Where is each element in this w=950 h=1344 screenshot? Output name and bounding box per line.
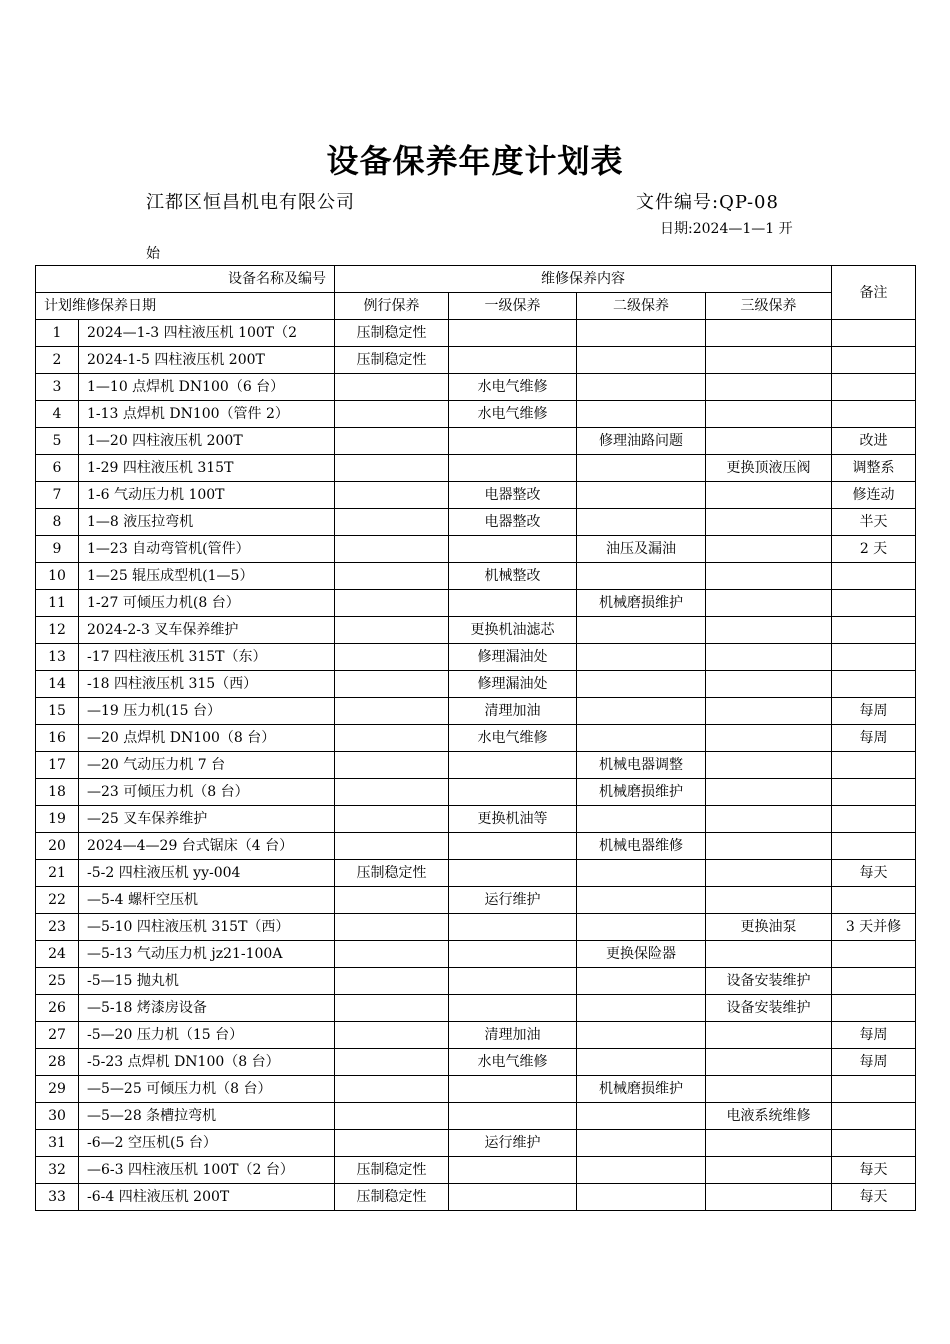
table-row [36, 806, 916, 833]
equipment-name-cell: 1—10 点焊机 DN100（6 台） [79, 374, 335, 401]
level1-maintenance-cell [449, 428, 577, 455]
level2-maintenance-cell [577, 347, 706, 374]
equipment-name-cell: 1-6 气动压力机 100T [79, 482, 335, 509]
routine-maintenance-cell [335, 833, 449, 860]
level2-maintenance-cell [577, 1184, 706, 1211]
level2-maintenance-cell [577, 455, 706, 482]
level2-maintenance-cell [577, 644, 706, 671]
plan-date-header: 计划维修保养日期 [36, 293, 335, 320]
row-number-cell: 17 [36, 752, 79, 779]
table-row [36, 833, 916, 860]
table-row [36, 563, 916, 590]
row-number-cell: 32 [36, 1157, 79, 1184]
level2-maintenance-cell [577, 968, 706, 995]
table-row [36, 374, 916, 401]
level3-maintenance-cell [706, 1157, 832, 1184]
level2-maintenance-cell: 机械磨损维护 [577, 590, 706, 617]
level3-maintenance-cell [706, 320, 832, 347]
routine-maintenance-cell [335, 671, 449, 698]
table-row [36, 1130, 916, 1157]
level2-maintenance-cell: 机械电器维修 [577, 833, 706, 860]
equipment-name-cell: -5—15 抛丸机 [79, 968, 335, 995]
level1-maintenance-cell [449, 1076, 577, 1103]
remark-cell [832, 617, 916, 644]
level1-maintenance-cell [449, 455, 577, 482]
equipment-name-cell: —19 压力机(15 台） [79, 698, 335, 725]
table-row [36, 671, 916, 698]
remark-cell [832, 1130, 916, 1157]
level2-maintenance-cell [577, 563, 706, 590]
equipment-name-cell: -17 四柱液压机 315T（东） [79, 644, 335, 671]
level2-maintenance-cell [577, 617, 706, 644]
level3-maintenance-cell [706, 941, 832, 968]
table-row [36, 1076, 916, 1103]
remark-cell [832, 779, 916, 806]
remark-header: 备注 [832, 266, 916, 320]
level3-maintenance-cell [706, 671, 832, 698]
remark-cell [832, 401, 916, 428]
table-row [36, 347, 916, 374]
level1-maintenance-cell: 修理漏油处 [449, 644, 577, 671]
level1-maintenance-cell [449, 941, 577, 968]
routine-maintenance-cell [335, 455, 449, 482]
level1-maintenance-cell [449, 1184, 577, 1211]
table-row [36, 428, 916, 455]
level2-maintenance-cell [577, 1103, 706, 1130]
level3-maintenance-cell [706, 617, 832, 644]
remark-cell [832, 833, 916, 860]
routine-maintenance-cell [335, 428, 449, 455]
routine-maintenance-cell [335, 563, 449, 590]
table-row [36, 860, 916, 887]
level1-maintenance-cell: 运行维护 [449, 1130, 577, 1157]
level2-maintenance-cell [577, 509, 706, 536]
table-row [36, 401, 916, 428]
remark-cell [832, 968, 916, 995]
level3-maintenance-cell: 电液系统维修 [706, 1103, 832, 1130]
equipment-name-cell: —20 气动压力机 7 台 [79, 752, 335, 779]
equipment-name-cell: —5-18 烤漆房设备 [79, 995, 335, 1022]
remark-cell [832, 671, 916, 698]
equipment-name-cell: —20 点焊机 DN100（8 台） [79, 725, 335, 752]
level2-maintenance-cell: 修理油路问题 [577, 428, 706, 455]
level2-maintenance-cell [577, 1022, 706, 1049]
table-row [36, 725, 916, 752]
row-number-cell: 21 [36, 860, 79, 887]
remark-cell [832, 1076, 916, 1103]
equipment-name-cell: —5-10 四柱液压机 315T（西） [79, 914, 335, 941]
level1-maintenance-cell [449, 590, 577, 617]
level3-maintenance-cell: 设备安装维护 [706, 968, 832, 995]
row-number-cell: 18 [36, 779, 79, 806]
level2-maintenance-cell [577, 320, 706, 347]
equipment-name-cell: 2024—4—29 台式锯床（4 台） [79, 833, 335, 860]
level2-header: 二级保养 [577, 293, 706, 320]
equipment-name-cell: —25 叉车保养维护 [79, 806, 335, 833]
level2-maintenance-cell [577, 374, 706, 401]
maintenance-content-header: 维修保养内容 [335, 266, 832, 293]
routine-maintenance-cell [335, 509, 449, 536]
equipment-name-cell: -5—20 压力机（15 台） [79, 1022, 335, 1049]
remark-cell [832, 941, 916, 968]
level3-maintenance-cell [706, 1184, 832, 1211]
page-title: 设备保养年度计划表 [326, 142, 624, 180]
level3-maintenance-cell [706, 374, 832, 401]
routine-maintenance-cell [335, 914, 449, 941]
remark-cell [832, 590, 916, 617]
level3-maintenance-cell [706, 887, 832, 914]
remark-cell: 每天 [832, 1184, 916, 1211]
start-date: 日期:2024—1—1 开 [660, 221, 793, 237]
equipment-name-cell: —5-13 气动压力机 jz21-100A [79, 941, 335, 968]
level1-maintenance-cell [449, 860, 577, 887]
row-number-cell: 16 [36, 725, 79, 752]
level3-maintenance-cell [706, 536, 832, 563]
row-number-cell: 29 [36, 1076, 79, 1103]
level1-maintenance-cell: 水电气维修 [449, 1049, 577, 1076]
routine-maintenance-cell [335, 1049, 449, 1076]
level3-maintenance-cell [706, 563, 832, 590]
level1-maintenance-cell: 更换机油滤芯 [449, 617, 577, 644]
equipment-name-cell: —5-4 螺杆空压机 [79, 887, 335, 914]
level1-maintenance-cell [449, 779, 577, 806]
routine-maintenance-cell [335, 1022, 449, 1049]
level1-maintenance-cell [449, 320, 577, 347]
level3-maintenance-cell [706, 806, 832, 833]
level3-maintenance-cell: 设备安装维护 [706, 995, 832, 1022]
remark-cell: 每周 [832, 1022, 916, 1049]
row-number-cell: 19 [36, 806, 79, 833]
level2-maintenance-cell [577, 698, 706, 725]
remark-cell [832, 644, 916, 671]
plan-table-body [36, 320, 916, 1211]
row-number-cell: 13 [36, 644, 79, 671]
level1-maintenance-cell: 水电气维修 [449, 374, 577, 401]
routine-maintenance-cell [335, 536, 449, 563]
remark-cell: 每周 [832, 698, 916, 725]
table-row [36, 1184, 916, 1211]
level1-maintenance-cell: 电器整改 [449, 482, 577, 509]
level2-maintenance-cell [577, 995, 706, 1022]
equipment-name-cell: -6-4 四柱液压机 200T [79, 1184, 335, 1211]
table-row [36, 1103, 916, 1130]
start-date-continued: 始 [146, 246, 160, 262]
level3-maintenance-cell [706, 1076, 832, 1103]
level3-maintenance-cell [706, 1130, 832, 1157]
level1-maintenance-cell: 机械整改 [449, 563, 577, 590]
level1-maintenance-cell [449, 833, 577, 860]
table-row [36, 887, 916, 914]
level1-maintenance-cell [449, 347, 577, 374]
routine-maintenance-cell [335, 995, 449, 1022]
row-number-cell: 12 [36, 617, 79, 644]
level2-maintenance-cell: 机械电器调整 [577, 752, 706, 779]
level1-maintenance-cell [449, 968, 577, 995]
routine-maintenance-cell [335, 644, 449, 671]
level3-maintenance-cell [706, 482, 832, 509]
level1-maintenance-cell [449, 995, 577, 1022]
row-number-cell: 24 [36, 941, 79, 968]
routine-maintenance-cell: 压制稳定性 [335, 860, 449, 887]
routine-maintenance-cell [335, 590, 449, 617]
level3-maintenance-cell [706, 428, 832, 455]
remark-cell [832, 320, 916, 347]
table-row [36, 752, 916, 779]
equipment-name-cell: 2024-1-5 四柱液压机 200T [79, 347, 335, 374]
row-number-cell: 9 [36, 536, 79, 563]
equipment-name-cell: 2024—1-3 四柱液压机 100T（2 [79, 320, 335, 347]
row-number-cell: 27 [36, 1022, 79, 1049]
routine-maintenance-cell [335, 779, 449, 806]
table-row [36, 617, 916, 644]
table-row [36, 941, 916, 968]
level1-header: 一级保养 [449, 293, 577, 320]
row-number-cell: 3 [36, 374, 79, 401]
level2-maintenance-cell [577, 725, 706, 752]
level3-maintenance-cell [706, 833, 832, 860]
table-row [36, 536, 916, 563]
row-number-cell: 11 [36, 590, 79, 617]
level1-maintenance-cell [449, 1103, 577, 1130]
table-row [36, 1157, 916, 1184]
table-row [36, 482, 916, 509]
level2-maintenance-cell: 更换保险器 [577, 941, 706, 968]
routine-maintenance-cell [335, 752, 449, 779]
table-row [36, 698, 916, 725]
remark-cell: 修连动 [832, 482, 916, 509]
level2-maintenance-cell [577, 806, 706, 833]
equipment-name-cell: -5-2 四柱液压机 yy-004 [79, 860, 335, 887]
routine-maintenance-cell [335, 1076, 449, 1103]
routine-maintenance-cell: 压制稳定性 [335, 1157, 449, 1184]
level2-maintenance-cell [577, 1130, 706, 1157]
row-number-cell: 10 [36, 563, 79, 590]
row-number-cell: 6 [36, 455, 79, 482]
equipment-name-cell: -5-23 点焊机 DN100（8 台） [79, 1049, 335, 1076]
table-row [36, 779, 916, 806]
row-number-cell: 23 [36, 914, 79, 941]
equipment-name-cell: 1-13 点焊机 DN100（管件 2） [79, 401, 335, 428]
level3-maintenance-cell [706, 590, 832, 617]
level3-maintenance-cell [706, 644, 832, 671]
routine-maintenance-cell [335, 698, 449, 725]
remark-cell: 每天 [832, 860, 916, 887]
level1-maintenance-cell [449, 536, 577, 563]
level2-maintenance-cell: 机械磨损维护 [577, 1076, 706, 1103]
remark-cell: 3 天并修 [832, 914, 916, 941]
equipment-name-cell: 1-27 可倾压力机(8 台） [79, 590, 335, 617]
level3-maintenance-cell: 更换顶液压阀 [706, 455, 832, 482]
level3-maintenance-cell [706, 1049, 832, 1076]
company-name: 江都区恒昌机电有限公司 [146, 192, 355, 213]
routine-maintenance-cell [335, 887, 449, 914]
routine-maintenance-cell [335, 941, 449, 968]
level1-maintenance-cell: 电器整改 [449, 509, 577, 536]
routine-maintenance-cell [335, 374, 449, 401]
table-row [36, 995, 916, 1022]
routine-maintenance-cell [335, 1130, 449, 1157]
remark-cell: 调整系 [832, 455, 916, 482]
routine-maintenance-cell: 压制稳定性 [335, 347, 449, 374]
level3-maintenance-cell [706, 860, 832, 887]
row-number-cell: 1 [36, 320, 79, 347]
level1-maintenance-cell: 清理加油 [449, 698, 577, 725]
remark-cell [832, 887, 916, 914]
row-number-cell: 4 [36, 401, 79, 428]
level2-maintenance-cell [577, 1157, 706, 1184]
routine-maintenance-cell [335, 806, 449, 833]
table-row [36, 914, 916, 941]
remark-cell [832, 752, 916, 779]
equipment-name-cell: -18 四柱液压机 315（西） [79, 671, 335, 698]
table-row [36, 1049, 916, 1076]
routine-maintenance-cell [335, 401, 449, 428]
remark-cell: 2 天 [832, 536, 916, 563]
equipment-name-cell: 1—23 自动弯管机(管件） [79, 536, 335, 563]
level3-maintenance-cell [706, 1022, 832, 1049]
level1-maintenance-cell: 更换机油等 [449, 806, 577, 833]
level2-maintenance-cell [577, 1049, 706, 1076]
routine-maintenance-cell: 压制稳定性 [335, 1184, 449, 1211]
row-number-cell: 20 [36, 833, 79, 860]
equipment-name-cell: —5—25 可倾压力机（8 台） [79, 1076, 335, 1103]
level3-maintenance-cell [706, 779, 832, 806]
table-row [36, 455, 916, 482]
row-number-cell: 31 [36, 1130, 79, 1157]
row-number-cell: 22 [36, 887, 79, 914]
level1-maintenance-cell [449, 752, 577, 779]
header-row-2 [36, 293, 916, 320]
row-number-cell: 28 [36, 1049, 79, 1076]
table-row [36, 320, 916, 347]
level1-maintenance-cell: 水电气维修 [449, 401, 577, 428]
equipment-name-cell: 1—25 辊压成型机(1—5） [79, 563, 335, 590]
remark-cell [832, 347, 916, 374]
routine-header: 例行保养 [335, 293, 449, 320]
routine-maintenance-cell [335, 968, 449, 995]
level1-maintenance-cell: 清理加油 [449, 1022, 577, 1049]
header-row-1 [36, 266, 916, 293]
row-number-cell: 7 [36, 482, 79, 509]
table-row [36, 590, 916, 617]
table-row [36, 1022, 916, 1049]
level2-maintenance-cell [577, 401, 706, 428]
level3-maintenance-cell [706, 698, 832, 725]
remark-cell: 半天 [832, 509, 916, 536]
equipment-name-cell: —6-3 四柱液压机 100T（2 台） [79, 1157, 335, 1184]
routine-maintenance-cell [335, 725, 449, 752]
level2-maintenance-cell: 油压及漏油 [577, 536, 706, 563]
equipment-name-cell: —5—28 条槽拉弯机 [79, 1103, 335, 1130]
row-number-cell: 2 [36, 347, 79, 374]
remark-cell [832, 563, 916, 590]
remark-cell [832, 1103, 916, 1130]
table-row [36, 968, 916, 995]
row-number-cell: 14 [36, 671, 79, 698]
remark-cell [832, 995, 916, 1022]
level2-maintenance-cell: 机械磨损维护 [577, 779, 706, 806]
level3-maintenance-cell [706, 725, 832, 752]
level3-maintenance-cell [706, 752, 832, 779]
routine-maintenance-cell: 压制稳定性 [335, 320, 449, 347]
remark-cell [832, 374, 916, 401]
equipment-name-cell: 1—20 四柱液压机 200T [79, 428, 335, 455]
level1-maintenance-cell [449, 914, 577, 941]
level3-header: 三级保养 [706, 293, 832, 320]
equipment-name-cell: 1—8 液压拉弯机 [79, 509, 335, 536]
equipment-name-cell: -6—2 空压机(5 台） [79, 1130, 335, 1157]
routine-maintenance-cell [335, 482, 449, 509]
row-number-cell: 26 [36, 995, 79, 1022]
routine-maintenance-cell [335, 617, 449, 644]
remark-cell: 每周 [832, 1049, 916, 1076]
remark-cell: 每天 [832, 1157, 916, 1184]
routine-maintenance-cell [335, 1103, 449, 1130]
row-number-cell: 30 [36, 1103, 79, 1130]
document-number: 文件编号:QP-08 [636, 192, 779, 213]
remark-cell: 改进 [832, 428, 916, 455]
maintenance-plan-table [35, 265, 916, 1211]
level2-maintenance-cell [577, 887, 706, 914]
row-number-cell: 5 [36, 428, 79, 455]
level3-maintenance-cell [706, 509, 832, 536]
remark-cell [832, 806, 916, 833]
level3-maintenance-cell [706, 347, 832, 374]
table-row [36, 644, 916, 671]
level2-maintenance-cell [577, 860, 706, 887]
table-row [36, 509, 916, 536]
row-number-cell: 33 [36, 1184, 79, 1211]
level2-maintenance-cell [577, 482, 706, 509]
level2-maintenance-cell [577, 914, 706, 941]
equipment-name-cell: —23 可倾压力机（8 台） [79, 779, 335, 806]
equipment-name-cell: 1-29 四柱液压机 315T [79, 455, 335, 482]
level3-maintenance-cell: 更换油泵 [706, 914, 832, 941]
equipment-name-cell: 2024-2-3 叉车保养维护 [79, 617, 335, 644]
equipment-header: 设备名称及编号 [36, 266, 335, 293]
level3-maintenance-cell [706, 401, 832, 428]
level1-maintenance-cell: 水电气维修 [449, 725, 577, 752]
remark-cell: 每周 [832, 725, 916, 752]
level1-maintenance-cell: 修理漏油处 [449, 671, 577, 698]
level1-maintenance-cell: 运行维护 [449, 887, 577, 914]
level2-maintenance-cell [577, 671, 706, 698]
row-number-cell: 15 [36, 698, 79, 725]
row-number-cell: 25 [36, 968, 79, 995]
row-number-cell: 8 [36, 509, 79, 536]
level1-maintenance-cell [449, 1157, 577, 1184]
